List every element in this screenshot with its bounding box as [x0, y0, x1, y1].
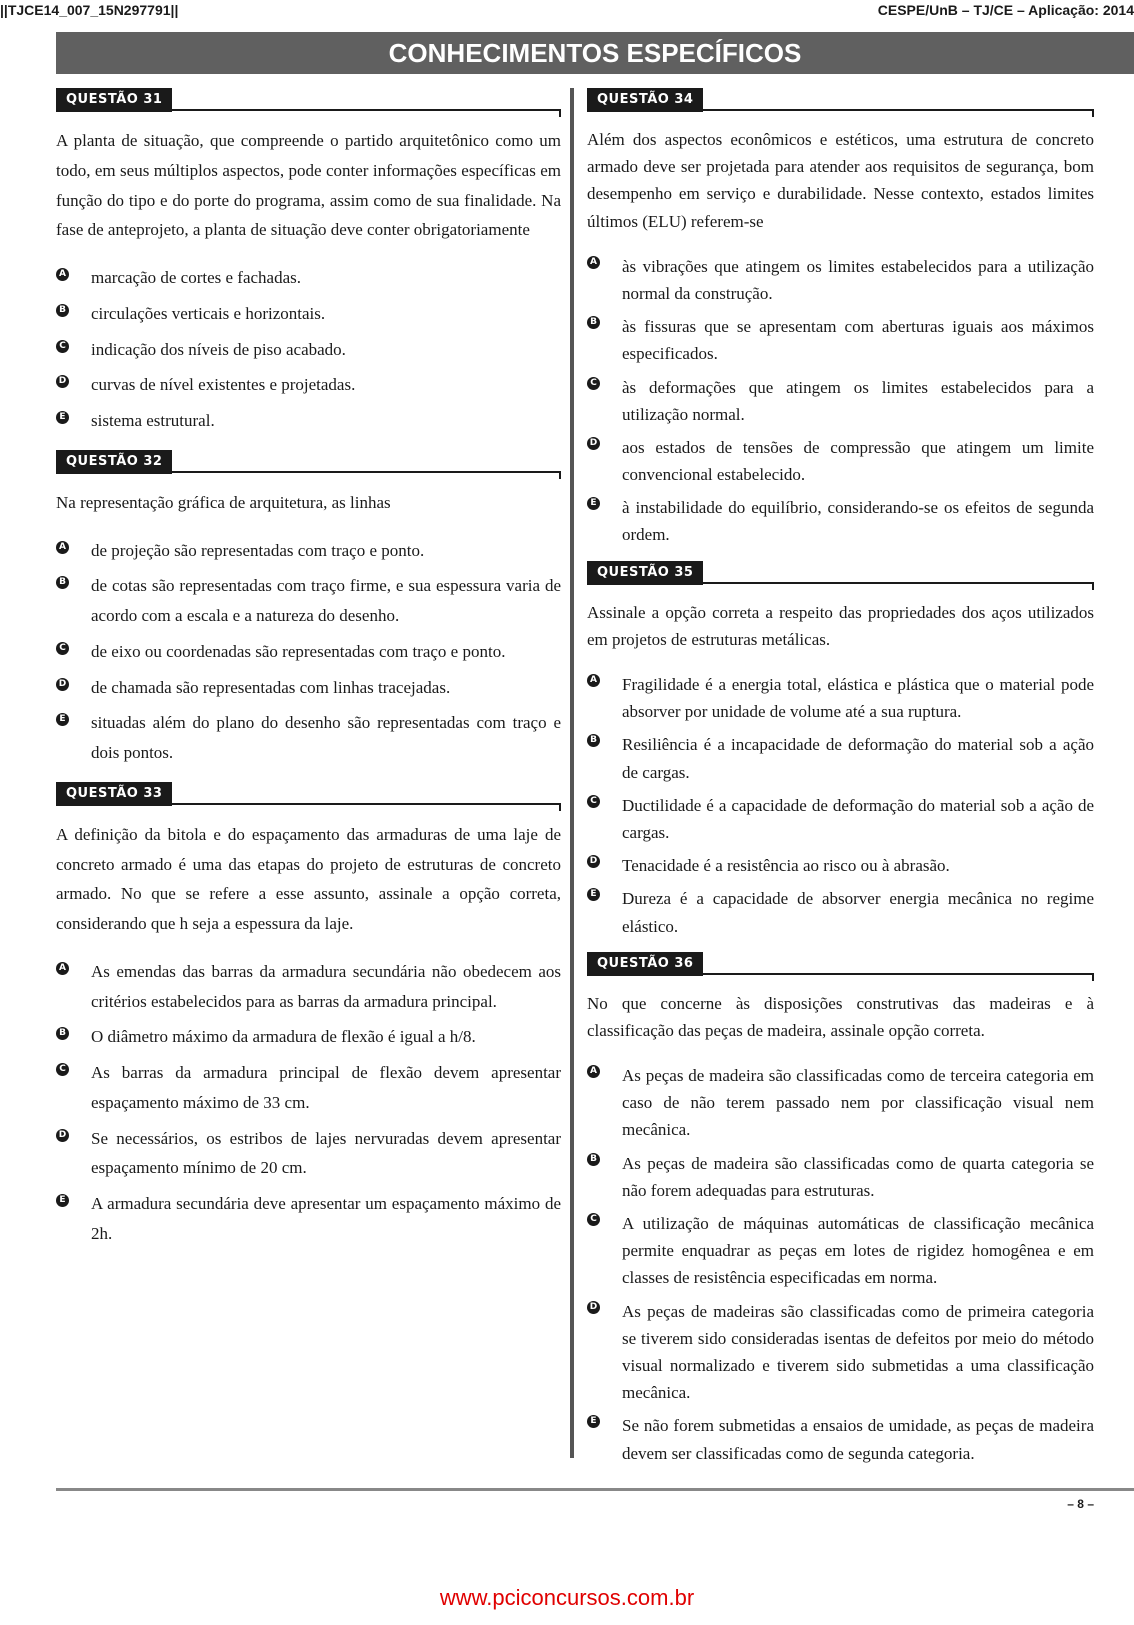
- option-a[interactable]: [587, 1062, 1094, 1144]
- option-d[interactable]: [587, 852, 1094, 879]
- option-e[interactable]: [56, 406, 561, 436]
- option-c[interactable]: [56, 1058, 561, 1118]
- question-header: [56, 782, 561, 810]
- option-text: situadas além do plano do desenho são representadas com traço e dois pontos.: [91, 713, 561, 762]
- question-label: QUESTÃO 31: [56, 88, 172, 112]
- option-c[interactable]: [587, 1210, 1094, 1292]
- right-column: [587, 80, 1094, 1473]
- option-text: A armadura secundária deve apresentar um espaçamento máximo de 2h.: [91, 1194, 561, 1243]
- letter-a-icon: A: [56, 541, 69, 554]
- option-e[interactable]: [56, 1189, 561, 1249]
- question-34: [587, 88, 1094, 549]
- option-text: As peças de madeira são classificadas como de terceira categoria em caso de não terem passado nem por classificação visual nem mecânica.: [622, 1066, 1094, 1140]
- letter-b-icon: B: [56, 1027, 69, 1040]
- letter-b-icon: B: [56, 304, 69, 317]
- question-label: QUESTÃO 34: [587, 88, 703, 112]
- question-stem: Assinale a opção correta a respeito das propriedades dos aços utilizados em projetos de estruturas metálicas.: [587, 602, 1094, 649]
- question-31: [56, 88, 561, 436]
- letter-e-icon: E: [56, 411, 69, 424]
- footer-rule: [56, 1488, 1134, 1491]
- question-label: QUESTÃO 35: [587, 561, 703, 585]
- letter-c-icon: C: [587, 795, 600, 808]
- question-header: [56, 450, 561, 478]
- options-list: [587, 253, 1094, 549]
- option-text: de chamada são representadas com linhas tracejadas.: [91, 677, 451, 697]
- question-label: QUESTÃO 33: [56, 782, 172, 806]
- option-text: aos estados de tensões de compressão que atingem um limite convencional estabelecido.: [622, 437, 1094, 485]
- letter-d-icon: D: [587, 437, 600, 450]
- option-text: Se não forem submetidas a ensaios de umidade, as peças de madeira devem ser classificadas como de segunda categoria.: [622, 1416, 1094, 1463]
- question-header: [587, 561, 1094, 589]
- option-a[interactable]: [56, 263, 561, 293]
- option-text: Ductilidade é a capacidade de deformação do material sob a ação de cargas.: [622, 795, 1094, 842]
- option-e[interactable]: [587, 494, 1094, 548]
- option-a[interactable]: [56, 957, 561, 1017]
- option-text: A utilização de máquinas automáticas de classificação mecânica permite enquadrar as peças em lotes de rigidez homogênea e em classes de resistência especificadas em norma.: [622, 1214, 1094, 1288]
- page-number: – 8 –: [1067, 1497, 1094, 1511]
- letter-e-icon: E: [587, 1415, 600, 1428]
- option-b[interactable]: [587, 731, 1094, 785]
- exam-info: CESPE/UnB – TJ/CE – Aplicação: 2014: [877, 2, 1134, 18]
- options-list: [56, 536, 561, 768]
- option-text: Resiliência é a incapacidade de deformação do material sob a ação de cargas.: [622, 735, 1094, 782]
- footer-link[interactable]: www.pciconcursos.com.br: [439, 1585, 695, 1610]
- letter-d-icon: D: [56, 678, 69, 691]
- question-label: QUESTÃO 36: [587, 952, 703, 976]
- question-label: QUESTÃO 32: [56, 450, 172, 474]
- letter-a-icon: A: [587, 1065, 600, 1078]
- letter-a-icon: A: [587, 674, 600, 687]
- option-b[interactable]: [587, 1150, 1094, 1204]
- option-text: As peças de madeiras são classificadas como de primeira categoria se tiverem sido consideradas isentas de defeitos por meio do método visual normalizado e tiverem sido submetidas a uma classificação mecânica.: [622, 1301, 1094, 1403]
- options-list: [587, 1062, 1094, 1467]
- question-stem: A planta de situação, que compreende o partido arquitetônico como um todo, em seus múltiplos aspectos, pode conter informações específicas em função do tipo e do porte do programa, assim como de sua finalidade. Na fase de anteprojeto, a planta de situação deve conter obrigatoriamente: [56, 131, 561, 240]
- letter-d-icon: D: [56, 375, 69, 388]
- option-text: circulações verticais e horizontais.: [91, 303, 326, 323]
- option-d[interactable]: [56, 1124, 561, 1184]
- option-text: sistema estrutural.: [91, 411, 215, 430]
- option-text: marcação de cortes e fachadas.: [91, 268, 302, 287]
- option-b[interactable]: [56, 571, 561, 631]
- option-d[interactable]: [56, 370, 561, 400]
- letter-c-icon: C: [587, 1213, 600, 1226]
- option-text: Fragilidade é a energia total, elástica e plástica que o material pode absorver por unidade de volume até a sua ruptura.: [622, 675, 1094, 722]
- option-c[interactable]: [587, 374, 1094, 428]
- question-stem: Além dos aspectos econômicos e estéticos, uma estrutura de concreto armado deve ser projetada para atender aos requisitos de segurança, bom desempenho em serviço e durabilidade. Nesse contexto, estados limites últimos (ELU) referem-se: [587, 130, 1094, 231]
- question-32: [56, 450, 561, 768]
- option-text: à instabilidade do equilíbrio, considerando-se os efeitos de segunda ordem.: [622, 498, 1094, 545]
- letter-a-icon: A: [56, 962, 69, 975]
- option-c[interactable]: [587, 792, 1094, 846]
- question-36: [587, 952, 1094, 1467]
- option-text: As emendas das barras da armadura secundária não obedecem aos critérios estabelecidos para as barras da armadura principal.: [91, 961, 561, 1011]
- option-text: de eixo ou coordenadas são representadas com traço e ponto.: [91, 641, 506, 661]
- option-d[interactable]: [587, 434, 1094, 488]
- letter-e-icon: E: [587, 888, 600, 901]
- letter-b-icon: B: [587, 316, 600, 329]
- letter-c-icon: C: [56, 340, 69, 353]
- option-text: às fissuras que se apresentam com aberturas iguais aos máximos especificados.: [622, 317, 1094, 364]
- letter-e-icon: E: [56, 713, 69, 726]
- options-list: [56, 263, 561, 436]
- option-text: O diâmetro máximo da armadura de flexão é igual a h/8.: [91, 1027, 476, 1047]
- letter-e-icon: E: [587, 497, 600, 510]
- letter-b-icon: B: [587, 1153, 600, 1166]
- option-b[interactable]: [56, 299, 561, 329]
- option-e[interactable]: [587, 885, 1094, 939]
- column-divider: [570, 88, 574, 1458]
- option-c[interactable]: [56, 335, 561, 365]
- option-text: de cotas são representadas com traço firme, e sua espessura varia de acordo com a escala e a natureza do desenho.: [91, 576, 561, 625]
- letter-d-icon: D: [56, 1129, 69, 1142]
- letter-b-icon: B: [587, 734, 600, 747]
- letter-c-icon: C: [56, 642, 69, 655]
- question-stem: Na representação gráfica de arquitetura, as linhas: [56, 492, 391, 512]
- section-banner: CONHECIMENTOS ESPECÍFICOS: [56, 32, 1134, 74]
- question-stem: No que concerne às disposições construtivas das madeiras e à classificação das peças de madeira, assinale opção correta.: [587, 993, 1094, 1040]
- option-a[interactable]: [56, 536, 561, 566]
- option-text: indicação dos níveis de piso acabado.: [91, 339, 346, 359]
- left-column: [56, 80, 561, 1255]
- option-e[interactable]: [56, 708, 561, 768]
- question-header: [587, 952, 1094, 980]
- option-text: As peças de madeira são classificadas como de quarta categoria se não forem adequadas para estruturas.: [622, 1153, 1094, 1200]
- letter-a-icon: A: [587, 256, 600, 269]
- option-text: de projeção são representadas com traço e ponto.: [91, 540, 425, 560]
- question-33: [56, 782, 561, 1249]
- option-text: às vibrações que atingem os limites estabelecidos para a utilização normal da construção.: [622, 256, 1094, 303]
- option-c[interactable]: [56, 637, 561, 667]
- option-text: As barras da armadura principal de flexão devem apresentar espaçamento máximo de 33 cm.: [91, 1063, 561, 1112]
- option-b[interactable]: [56, 1022, 561, 1052]
- question-header: [56, 88, 561, 116]
- option-d[interactable]: [587, 1298, 1094, 1407]
- option-text: Dureza é a capacidade de absorver energia mecânica no regime elástico.: [622, 889, 1094, 936]
- letter-c-icon: C: [56, 1063, 69, 1076]
- question-header: [587, 88, 1094, 116]
- letter-c-icon: C: [587, 377, 600, 390]
- letter-d-icon: D: [587, 1301, 600, 1314]
- option-text: às deformações que atingem os limites estabelecidos para a utilização normal.: [622, 377, 1094, 424]
- option-text: Tenacidade é a resistência ao risco ou à abrasão.: [622, 856, 950, 876]
- letter-b-icon: B: [56, 576, 69, 589]
- option-d[interactable]: [56, 673, 561, 703]
- document-code: ||TJCE14_007_15N297791||: [0, 2, 179, 18]
- option-text: curvas de nível existentes e projetadas.: [91, 375, 356, 395]
- question-35: [587, 561, 1094, 940]
- options-list: [587, 671, 1094, 940]
- option-a[interactable]: [587, 671, 1094, 725]
- letter-e-icon: E: [56, 1194, 69, 1207]
- letter-d-icon: D: [587, 855, 600, 868]
- option-text: Se necessários, os estribos de lajes nervuradas devem apresentar espaçamento mínimo de 20 cm.: [91, 1128, 561, 1178]
- question-stem: A definição da bitola e do espaçamento das armaduras de uma laje de concreto armado é uma das etapas do projeto de estruturas de concreto armado. No que se refere a esse assunto, assinale a opção correta, considerando que h seja a espessura da laje.: [56, 824, 561, 933]
- letter-a-icon: A: [56, 268, 69, 281]
- option-e[interactable]: [587, 1412, 1094, 1466]
- option-b[interactable]: [587, 313, 1094, 367]
- options-list: [56, 957, 561, 1249]
- page-header: [0, 0, 1134, 22]
- option-a[interactable]: [587, 253, 1094, 307]
